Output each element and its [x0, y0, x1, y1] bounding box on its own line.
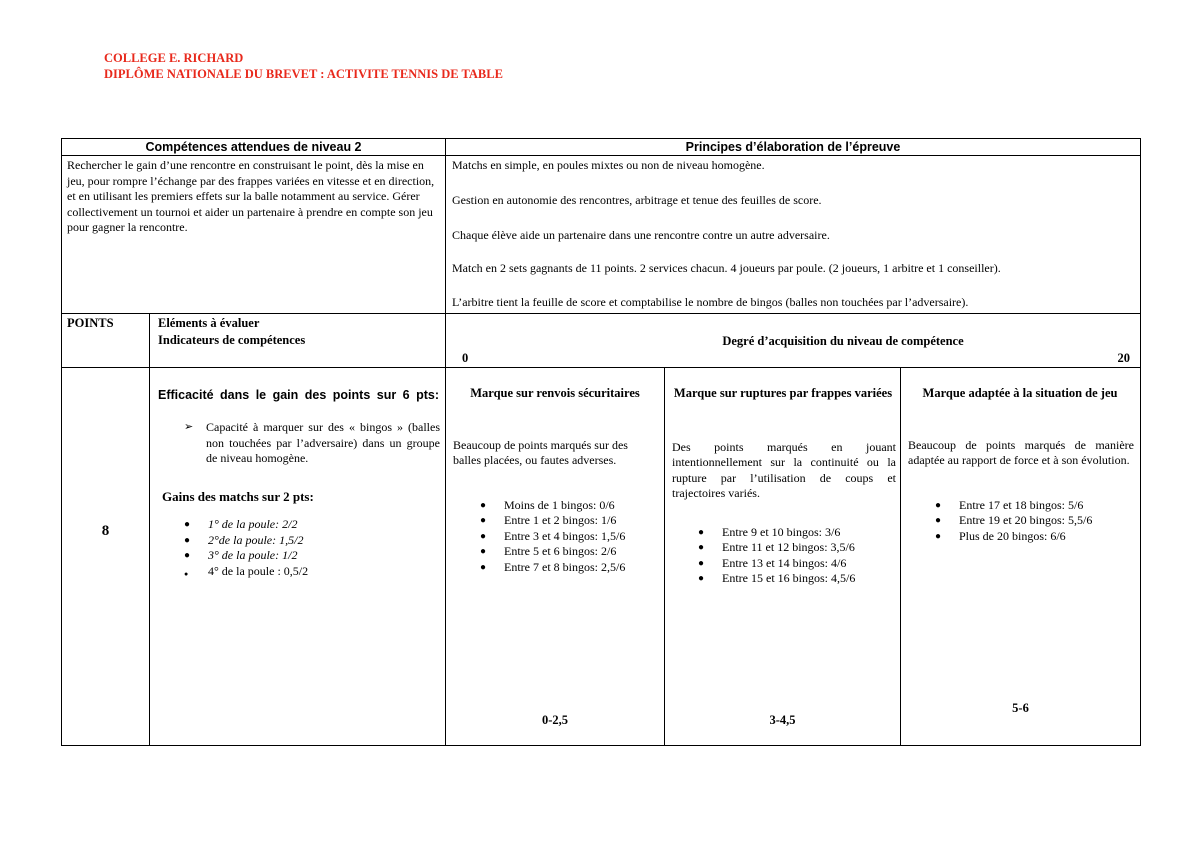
bullet-icon: ●: [480, 561, 487, 573]
bullet-icon: ●: [480, 530, 487, 542]
principle-item: L’arbitre tient la feuille de score et comptabilise le nombre de bingos (balles non touchées par l’adversaire).: [452, 295, 969, 309]
match-rank-item: ● 4° de la poule : 0,5/2: [208, 564, 440, 580]
principle-item: Chaque élève aide un partenaire dans une rencontre contre un autre adversaire.: [452, 228, 830, 242]
column-divider-level2: [664, 367, 665, 746]
table-border-top: [61, 138, 1141, 139]
bullet-icon: ●: [698, 557, 705, 569]
bullet-icon: ●: [184, 534, 191, 546]
rule-under-principles: [61, 313, 1141, 314]
bullet-icon: ●: [698, 526, 705, 538]
principle-item: Matchs en simple, en poules mixtes ou non de niveau homogène.: [452, 158, 765, 172]
level-items: [670, 525, 896, 587]
level-item: ● Entre 1 et 2 bingos: 1/6: [480, 513, 617, 527]
level-column-2: [670, 386, 896, 587]
scale-max: 20: [1117, 351, 1130, 365]
header-competences: Compétences attendues de niveau 2: [145, 140, 362, 154]
level-item: ● Entre 15 et 16 bingos: 4,5/6: [698, 571, 856, 585]
elements-cell: [158, 387, 440, 579]
bullet-icon: ●: [935, 515, 942, 526]
level-range-3: 5-6: [1012, 701, 1029, 715]
competence-description: Rechercher le gain d’une rencontre en construisant le point, dès la mise en jeu, pour rompre l’échange par des frappes variées en vitesse et en direction, et en utilisant les premiers effets sur la balle notamment au service. Gérer collectivement un tournoi et aider un partenaire à prendre en compte son jeu pour gagner la rencontre.: [67, 158, 435, 234]
bullet-icon: ●: [184, 569, 189, 578]
level-item: ● Entre 5 et 6 bingos: 2/6: [480, 544, 617, 558]
level-title: Marque adaptée à la situation de jeu: [922, 386, 1118, 400]
bullet-icon: ●: [935, 499, 942, 511]
level-item: ● Moins de 1 bingos: 0/6: [480, 497, 615, 512]
bullet-icon: ●: [698, 573, 705, 584]
match-rank-item: ● 1° de la poule: 2/2: [184, 517, 298, 531]
document-title: DIPLÔME NATIONALE DU BREVET : ACTIVITE TENNIS DE TABLE: [104, 67, 503, 81]
level-item: ● Entre 3 et 4 bingos: 1,5/6: [480, 528, 626, 543]
level-range-1: 0-2,5: [541, 713, 569, 727]
column-divider-level3: [900, 367, 901, 746]
level-item: ● Entre 11 et 12 bingos: 3,5/6: [698, 540, 855, 554]
match-rank-item: ● 2°de la poule: 1,5/2: [184, 532, 304, 547]
table-border-bottom: [61, 745, 1141, 746]
bullet-icon: ●: [184, 550, 191, 561]
header-elements-line1: Eléments à évaluer: [158, 316, 260, 330]
matches-list: [158, 517, 440, 579]
rule-under-top-header: [61, 155, 1141, 156]
principles-list: [452, 158, 1136, 311]
bingo-capacity-text: Capacité à marquer sur des « bingos » (balles non touchées par l’adversaire) dans un groupe de niveau homogène.: [206, 420, 440, 465]
level-column-1: [450, 386, 660, 575]
level-item: ● Plus de 20 bingos: 6/6: [935, 528, 1066, 543]
points-value: 8: [101, 523, 110, 539]
level-description: Beaucoup de points marqués sur des balles placées, ou fautes adverses.: [453, 437, 628, 467]
rule-under-second-header: [61, 367, 1141, 368]
bullet-icon: ●: [480, 499, 487, 511]
bullet-icon: ●: [935, 530, 942, 542]
level-range-2: 3-4,5: [769, 713, 796, 727]
principle-item: Gestion en autonomie des rencontres, arbitrage et tenue des feuilles de score.: [452, 193, 822, 207]
bullet-icon: ●: [698, 542, 705, 553]
principle-item: Match en 2 sets gagnants de 11 points. 2 services chacun. 4 joueurs par poule. (2 joueurs, 1 arbitre et 1 conseiller).: [452, 261, 1001, 275]
header-points: POINTS: [67, 316, 114, 330]
school-name: COLLEGE E. RICHARD: [104, 51, 244, 65]
level-description: Des points marqués en jouant intentionnellement sur la continuité ou la rupture par l’utilisation de coups et trajectoires variés.: [672, 439, 896, 500]
header-degree: Degré d’acquisition du niveau de compétence: [722, 334, 964, 348]
bullet-icon: ●: [184, 519, 191, 530]
level-item: ● Entre 19 et 20 bingos: 5,5/6: [935, 513, 1093, 527]
level-item: ● Entre 7 et 8 bingos: 2,5/6: [480, 559, 626, 574]
level-item: ● Entre 13 et 14 bingos: 4/6: [698, 555, 847, 570]
header-principles: Principes d’élaboration de l’épreuve: [685, 140, 901, 154]
bullet-icon: ●: [480, 515, 487, 526]
header-elements-line2: Indicateurs de compétences: [158, 332, 306, 347]
matches-title: Gains des matchs sur 2 pts:: [162, 488, 314, 504]
efficiency-title: Efficacité dans le gain des points sur 6 pts:: [158, 388, 440, 402]
bingo-capacity-item: [158, 420, 440, 467]
level-items: [450, 498, 660, 576]
arrow-bullet-icon: ➢: [184, 421, 194, 433]
level-item: ● Entre 9 et 10 bingos: 3/6: [698, 524, 841, 539]
table-border-right: [1140, 138, 1141, 746]
document-header: [104, 50, 503, 82]
match-rank-item: ● 3° de la poule: 1/2: [184, 548, 298, 562]
level-description: Beaucoup de points marqués de manière adaptée au rapport de force et à son évolution.: [908, 437, 1134, 467]
level-item: ● Entre 17 et 18 bingos: 5/6: [935, 497, 1084, 512]
header-elements: [158, 316, 443, 348]
level-column-3: [906, 386, 1134, 544]
level-title: Marque sur ruptures par frappes variées: [673, 386, 893, 400]
table-border-left: [61, 138, 62, 746]
scale-min: 0: [462, 351, 469, 365]
level-items: [906, 498, 1134, 545]
bullet-icon: ●: [480, 546, 487, 557]
column-divider-points: [149, 313, 150, 746]
column-divider-main: [445, 138, 446, 746]
level-title: Marque sur renvois sécuritaires: [470, 386, 640, 400]
